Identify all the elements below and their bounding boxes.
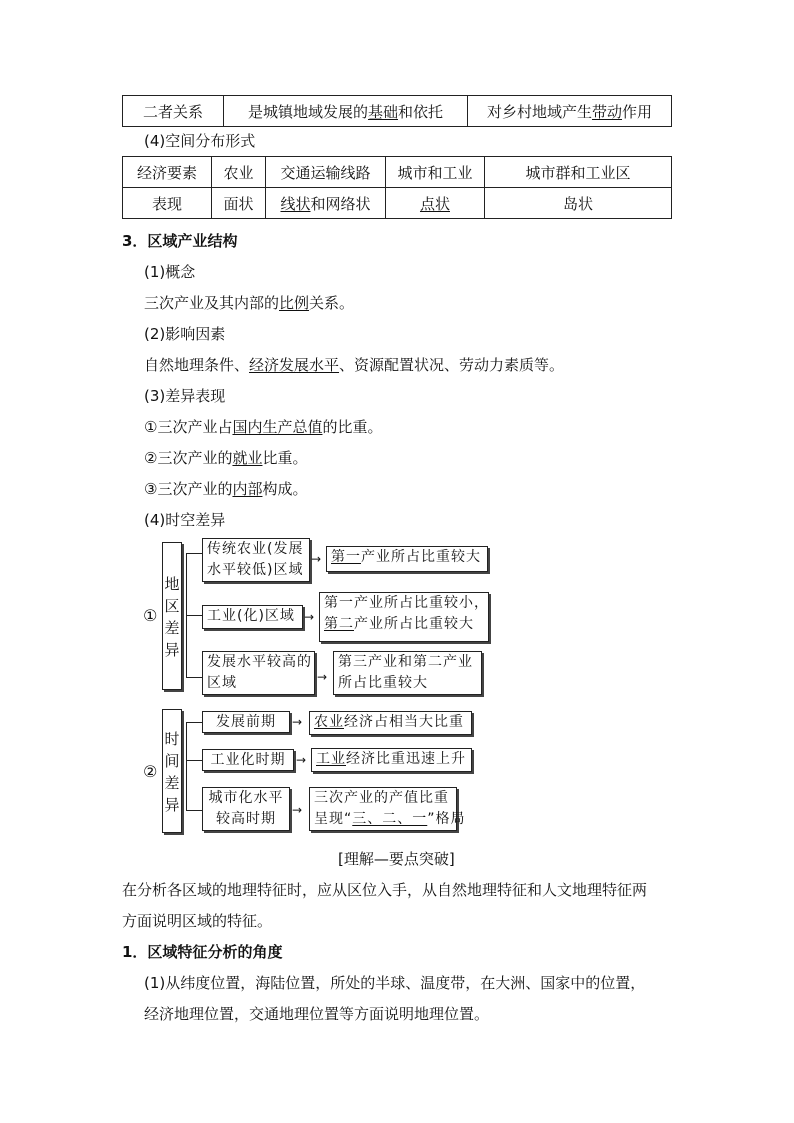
city-cell: 点状 (386, 188, 485, 219)
relation-rural-cell: 对乡村地域产生带动作用 (468, 96, 672, 127)
header-cell: 城市和工业 (386, 157, 485, 188)
sub-3-item-3: ③三次产业的内部构成。 (144, 480, 308, 498)
relation-label-cell: 二者关系 (123, 96, 224, 127)
tertiary-large-box: 第三产业和第二产业 所占比重较大 (333, 651, 482, 695)
section-3-title: 3．区域产业结构 (122, 232, 238, 250)
section-4-title: (4)空间分布形式 (144, 132, 256, 150)
developed-region-box: 发展水平较高的 区域 (202, 651, 315, 695)
tertiary-pattern-box: 三次产业的产值比重 呈现“三、二、一”格局 (309, 787, 457, 831)
sub-3-item-2: ②三次产业的就业比重。 (144, 449, 308, 467)
angle-1-line-1: (1)从纬度位置，海陆位置，所处的半球、温度带，在大洲、国家中的位置， (144, 974, 646, 992)
sub-1-title: (1)概念 (144, 263, 196, 281)
primary-large-box: 第一产业所占比重较大 (326, 546, 488, 572)
secondary-large-box: 第一产业所占比重较小， 第二产业所占比重较大 (319, 592, 489, 642)
relation-town-cell: 是城镇地域发展的基础和依托 (224, 96, 468, 127)
sub-1-text: 三次产业及其内部的比例关系。 (144, 294, 355, 312)
header-cell: 城市群和工业区 (485, 157, 672, 188)
marker-2: ② (143, 762, 158, 781)
industry-rise-box: 工业经济比重迅速上升 (311, 748, 472, 772)
angle-1-line-2: 经济地理位置，交通地理位置等方面说明地理位置。 (144, 1005, 490, 1023)
region-diff-label: 地 区 差 异 (162, 542, 182, 690)
industrialization-box: 工业化时期 (202, 749, 294, 771)
spatial-table (122, 156, 672, 219)
sub-4-title: (4)时空差异 (144, 511, 226, 529)
header-cell: 交通运输线路 (266, 157, 386, 188)
intro-paragraph-line-1: 在分析各区域的地理特征时，应从区位入手，从自然地理特征和人文地理特征两 (122, 881, 648, 899)
agri-share-box: 农业经济占相当大比重 (309, 711, 472, 735)
marker-1: ① (143, 606, 158, 625)
section-1-title: 1．区域特征分析的角度 (122, 943, 283, 961)
intro-paragraph-line-2: 方面说明区域的特征。 (122, 912, 273, 930)
time-diff-label: 时 间 差 异 (162, 709, 182, 833)
header-cell: 经济要素 (123, 157, 212, 188)
farm-cell: 面状 (212, 188, 266, 219)
header-cell: 农业 (212, 157, 266, 188)
relation-table (122, 95, 672, 127)
urbanization-box: 城市化水平 较高时期 (202, 787, 290, 831)
sub-2-text: 自然地理条件、经济发展水平、资源配置状况、劳动力素质等。 (144, 356, 565, 374)
sub-3-title: (3)差异表现 (144, 387, 226, 405)
early-stage-box: 发展前期 (202, 711, 290, 733)
industrial-region-box: 工业(化)区域 (202, 605, 303, 629)
row-label-cell: 表现 (123, 188, 212, 219)
sub-3-item-1: ①三次产业占国内生产总值的比重。 (144, 418, 383, 436)
group-cell: 岛状 (485, 188, 672, 219)
sub-2-title: (2)影响因素 (144, 325, 226, 343)
understand-heading: [理解—要点突破] (338, 850, 455, 868)
transport-cell: 线状和网络状 (266, 188, 386, 219)
traditional-agri-box: 传统农业(发展 水平较低)区域 (202, 538, 310, 582)
